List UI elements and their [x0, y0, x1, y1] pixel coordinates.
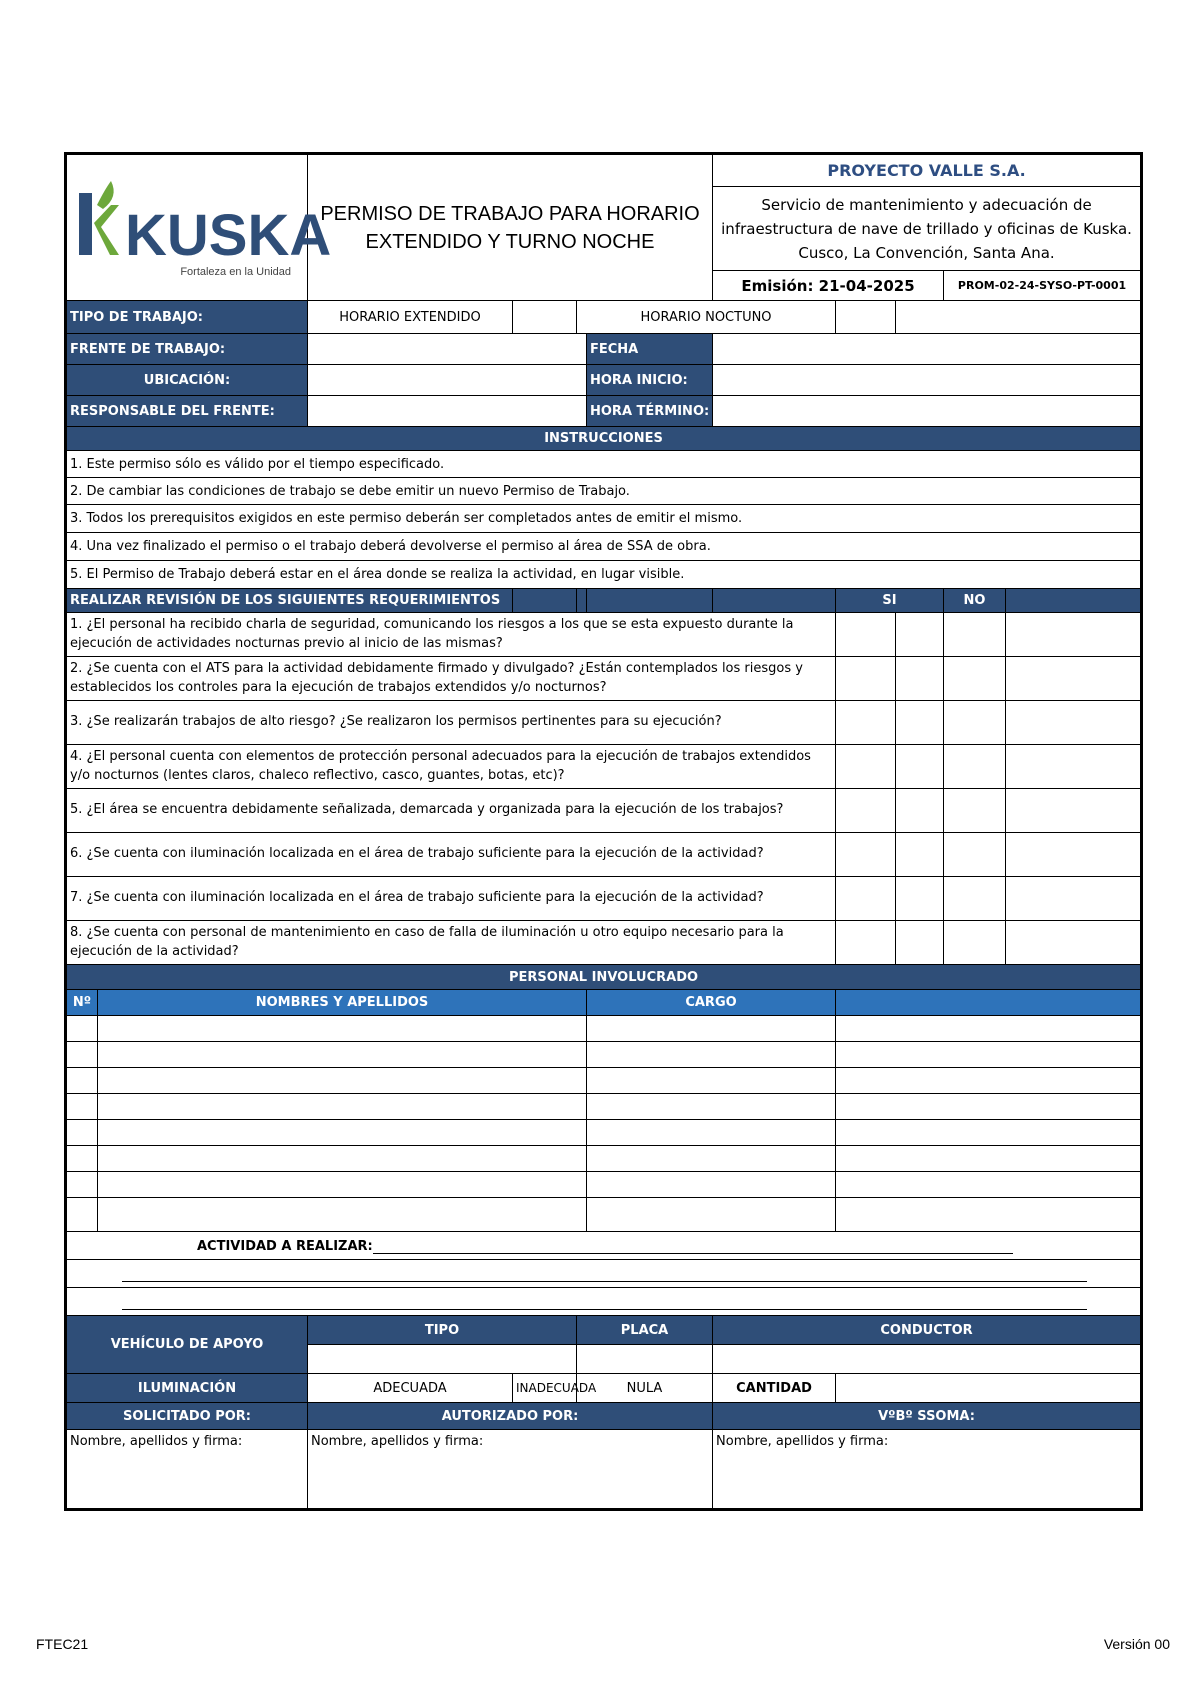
cantidad-input[interactable] — [836, 1374, 1142, 1403]
ubicacion-input[interactable] — [308, 365, 587, 396]
review-item: 4. ¿El personal cuenta con elementos de protección personal adecuados para la ejecución de trabajos extendidos y/o nocturnos (lentes claros, chaleco reflectivo, casco, guantes, botas, etc)? — [66, 745, 836, 789]
vehicle-tipo-input[interactable] — [308, 1345, 577, 1374]
lighting-nula[interactable]: NULA — [577, 1374, 713, 1403]
footer-version: Versión 00 — [1103, 1636, 1170, 1652]
frente-input[interactable] — [308, 334, 587, 365]
review-si-check[interactable] — [836, 921, 896, 965]
table-row — [66, 1172, 1142, 1198]
activity-line-2[interactable] — [66, 1288, 1142, 1316]
vobo-signature[interactable] — [713, 1430, 1142, 1510]
solicitado-header: SOLICITADO POR: — [66, 1403, 308, 1430]
review-si-check[interactable] — [836, 833, 896, 877]
table-row — [66, 1146, 1142, 1172]
activity-label: ACTIVIDAD A REALIZAR: — [197, 1239, 373, 1254]
table-row — [66, 1120, 1142, 1146]
lighting-label: ILUMINACIÓN — [66, 1374, 308, 1403]
review-item: 3. ¿Se realizarán trabajos de alto riesgo? ¿Se realizaron los permisos pertinentes para su ejecución? — [66, 701, 836, 745]
autorizado-signature[interactable] — [308, 1430, 713, 1510]
review-item: 5. ¿El área se encuentra debidamente señalizada, demarcada y organizada para la ejecución de los trabajos? — [66, 789, 836, 833]
review-si-check[interactable] — [836, 745, 896, 789]
col-cargo: CARGO — [587, 990, 836, 1016]
review-no-check[interactable] — [944, 789, 1006, 833]
checkbox-night[interactable] — [836, 301, 896, 334]
vehicle-label: VEHÍCULO DE APOYO — [66, 1316, 308, 1374]
no-header: NO — [944, 589, 1006, 613]
autorizado-header: AUTORIZADO POR: — [308, 1403, 713, 1430]
review-si-check[interactable] — [836, 789, 896, 833]
instruction-item: 3. Todos los prerequisitos exigidos en este permiso deberán ser completados antes de emitir el mismo. — [66, 505, 1142, 533]
frente-label: FRENTE DE TRABAJO: — [66, 334, 308, 365]
review-no-check[interactable] — [944, 657, 1006, 701]
service-description: Servicio de mantenimiento y adecuación de infraestructura de nave de trillado y oficinas de Kuska. Cusco, La Convención, Santa Ana. — [713, 187, 1142, 271]
hora-inicio-label: HORA INICIO: — [587, 365, 713, 396]
document-code: PROM-02-24-SYSO-PT-0001 — [944, 271, 1142, 301]
review-item: 2. ¿Se cuenta con el ATS para la actividad debidamente firmado y divulgado? ¿Están contemplados los riesgos y establecidos los controles para la ejecución de trabajos extendidos y/o nocturnos? — [66, 657, 836, 701]
activity-line-1[interactable] — [66, 1260, 1142, 1288]
review-si-check[interactable] — [836, 877, 896, 921]
fecha-label: FECHA — [587, 334, 713, 365]
personnel-header: PERSONAL INVOLUCRADO — [66, 965, 1142, 990]
review-no-check[interactable] — [944, 877, 1006, 921]
hora-inicio-input[interactable] — [713, 365, 1142, 396]
instruction-item: 5. El Permiso de Trabajo deberá estar en el área donde se realiza la actividad, en lugar visible. — [66, 561, 1142, 589]
vehicle-tipo-header: TIPO — [308, 1316, 577, 1345]
lighting-inadecuada[interactable]: INADECUADA — [513, 1374, 577, 1403]
review-item: 8. ¿Se cuenta con personal de mantenimiento en caso de falla de iluminación u otro equipo necesario para la ejecución de la actividad? — [66, 921, 836, 965]
review-header: REALIZAR REVISIÓN DE LOS SIGUIENTES REQUERIMIENTOS — [66, 589, 513, 613]
signature-field-label: Nombre, apellidos y firma: — [311, 1434, 484, 1449]
option-night: HORARIO NOCTUNO — [577, 301, 836, 334]
instruction-item: 1. Este permiso sólo es válido por el tiempo especificado. — [66, 451, 1142, 478]
signature-field-label: Nombre, apellidos y firma: — [70, 1434, 243, 1449]
review-si-check[interactable] — [836, 613, 896, 657]
review-no-check[interactable] — [944, 701, 1006, 745]
review-no-check[interactable] — [944, 745, 1006, 789]
table-row — [66, 1094, 1142, 1120]
hora-termino-label: HORA TÉRMINO: — [587, 396, 713, 427]
review-no-check[interactable] — [944, 833, 1006, 877]
activity-row[interactable] — [66, 1232, 1142, 1260]
logo-brand: KUSKA — [125, 202, 332, 268]
col-extra — [836, 990, 1142, 1016]
checkbox-extended[interactable] — [513, 301, 577, 334]
option-extended: HORARIO EXTENDIDO — [308, 301, 513, 334]
fecha-input[interactable] — [713, 334, 1142, 365]
table-row — [66, 1016, 1142, 1042]
review-no-check[interactable] — [944, 613, 1006, 657]
review-item: 6. ¿Se cuenta con iluminación localizada en el área de trabajo suficiente para la ejecución de la actividad? — [66, 833, 836, 877]
work-type-label: TIPO DE TRABAJO: — [66, 301, 308, 334]
project-name: PROYECTO VALLE S.A. — [713, 154, 1142, 187]
table-row — [66, 1068, 1142, 1094]
hora-termino-input[interactable] — [713, 396, 1142, 427]
footer-form-code: FTEC21 — [36, 1636, 89, 1652]
emission-date: Emisión: 21-04-2025 — [713, 271, 944, 301]
col-number: Nº — [66, 990, 98, 1016]
responsable-label: RESPONSABLE DEL FRENTE: — [66, 396, 308, 427]
table-row — [66, 1042, 1142, 1068]
logo-cell — [66, 154, 332, 301]
table-row — [66, 1198, 1142, 1232]
cantidad-label: CANTIDAD — [713, 1374, 836, 1403]
logo-tagline: Fortaleza en la Unidad — [180, 265, 291, 278]
vehicle-conductor-input[interactable] — [713, 1345, 1142, 1374]
vehicle-placa-input[interactable] — [577, 1345, 713, 1374]
review-si-check[interactable] — [836, 701, 896, 745]
vehicle-conductor-header: CONDUCTOR — [713, 1316, 1142, 1345]
vobo-header: VºBº SSOMA: — [713, 1403, 1142, 1430]
signature-field-label: Nombre, apellidos y firma: — [716, 1434, 889, 1449]
review-item: 1. ¿El personal ha recibido charla de seguridad, comunicando los riesgos a los que se esta expuesto durante la ejecución de actividades nocturnas previo al inicio de las mismas? — [66, 613, 836, 657]
work-type-extra[interactable] — [896, 301, 1142, 334]
instructions-header: INSTRUCCIONES — [66, 427, 1142, 451]
solicitado-signature[interactable] — [66, 1430, 308, 1510]
kuska-logo — [75, 171, 332, 281]
review-no-check[interactable] — [944, 921, 1006, 965]
form-title: PERMISO DE TRABAJO PARA HORARIO EXTENDIDO Y TURNO NOCHE — [308, 154, 713, 301]
instruction-item: 4. Una vez finalizado el permiso o el trabajo deberá devolverse el permiso al área de SSA de obra. — [66, 533, 1142, 561]
lighting-adecuada[interactable]: ADECUADA — [308, 1374, 513, 1403]
col-names: NOMBRES Y APELLIDOS — [98, 990, 587, 1016]
permit-table — [64, 152, 1143, 1511]
review-item: 7. ¿Se cuenta con iluminación localizada en el área de trabajo suficiente para la ejecución de la actividad? — [66, 877, 836, 921]
permit-form — [64, 152, 1140, 1511]
vehicle-placa-header: PLACA — [577, 1316, 713, 1345]
si-header: SI — [836, 589, 944, 613]
instruction-item: 2. De cambiar las condiciones de trabajo se debe emitir un nuevo Permiso de Trabajo. — [66, 478, 1142, 505]
responsable-input[interactable] — [308, 396, 587, 427]
review-si-check[interactable] — [836, 657, 896, 701]
ubicacion-label: UBICACIÓN: — [66, 365, 308, 396]
